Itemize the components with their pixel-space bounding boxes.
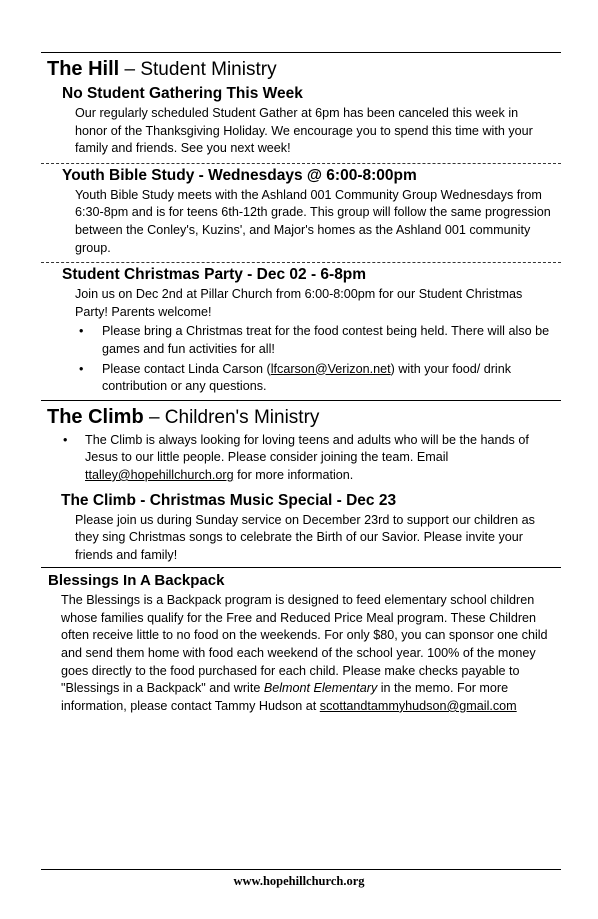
music-body: Please join us during Sunday service on December 23rd to support our children as they sing Christmas songs to celebrate the Birth of our Savior. Please invite your friends and family! — [75, 512, 535, 562]
climb-section — [41, 405, 561, 567]
ttalley-email-link[interactable]: ttalley@hopehillchurch.org — [85, 467, 234, 482]
climb-title-text: The Climb — [47, 405, 144, 428]
climb-bullet-pre: The Climb is always looking for loving teens and adults who will be the hands of Jesus to our little people. Please consider joining the team. Email — [85, 432, 529, 465]
divider-dashed-1 — [41, 163, 561, 164]
divider-dashed-2 — [41, 262, 561, 263]
blessings-section — [41, 571, 561, 717]
climb-bullet — [85, 432, 553, 485]
climb-bullets — [41, 432, 561, 485]
party-section — [41, 265, 561, 400]
climb-subtitle: Children's Ministry — [164, 406, 320, 428]
music-heading: The Climb - Christmas Music Special - Dec 23 — [61, 491, 397, 509]
gathering-heading: No Student Gathering This Week — [62, 85, 303, 102]
party-bullet-2-pre: Please contact Linda Carson ( — [102, 361, 271, 376]
party-body: Join us on Dec 2nd at Pillar Church from 6:00-8:00pm for our Student Christmas Party! Parents welcome! — [75, 287, 523, 319]
bible-study-body: Youth Bible Study meets with the Ashland 001 Community Group Wednesdays from 6:30-8pm and is for teens 6th-12th grade. This group will follow the same progression between the Conley's, Kuzins', and Major's homes as the Ashland 001 community group. — [75, 187, 551, 255]
climb-title-dash: – — [143, 406, 165, 428]
footer-url[interactable]: www.hopehillchurch.org — [233, 874, 365, 888]
party-bullet-2-post: ) with your food/ drink contribution or any questions. — [102, 361, 512, 394]
gathering-body: Our regularly scheduled Student Gather at 6pm has been canceled this week in honor of the Thanksgiving Holiday. We encourage you to spend this time with your family and friends. See you next week! — [75, 106, 533, 156]
blessings-body-italic: Belmont Elementary — [263, 681, 378, 696]
bible-study-section — [41, 166, 561, 259]
hill-subtitle: Student Ministry — [140, 59, 277, 80]
party-heading: Student Christmas Party - Dec 02 - 6-8pm — [62, 266, 367, 284]
footer-rule — [41, 869, 561, 870]
lfcarson-email-link[interactable]: lfcarson@Verizon.net — [270, 361, 391, 376]
party-bullets — [41, 323, 561, 395]
hudson-email-link[interactable]: scottandtammyhudson@gmail.com — [319, 698, 517, 713]
bible-study-heading: Youth Bible Study - Wednesdays @ 6:00-8:00pm — [62, 166, 417, 184]
hill-title-text: The Hill — [47, 58, 120, 80]
divider-solid-1 — [41, 400, 561, 401]
hill-title-dash: – — [119, 59, 141, 80]
climb-title — [47, 405, 561, 430]
bulletin-page — [41, 52, 561, 717]
divider-solid-2 — [41, 567, 561, 568]
blessings-body-pre: The Blessings is a Backpack program is designed to feed elementary school children whose families qualify for the Free and Reduced Price Meal program. These Children often receive little to no food on the weekends. For only $80, you can sponsor one child and send them home with food each weekend of the school year. 100% of the money goes directly to the food purchased for each child. Please make checks payable to "Blessings in a Backpack" and write — [61, 593, 548, 696]
party-bullet-2 — [102, 361, 552, 396]
climb-bullet-post: for more information. — [233, 467, 354, 482]
blessings-body-mid: in the memo. For more information, please contact Tammy Hudson at — [61, 681, 509, 713]
party-bullet-1: • Please bring a Christmas treat for the food contest being held. There will also be games and fun activities for all! — [102, 323, 552, 358]
hill-title — [47, 57, 561, 82]
blessings-heading: Blessings In A Backpack — [48, 572, 225, 590]
hill-section — [41, 57, 561, 160]
blessings-body — [61, 592, 551, 715]
top-rule — [41, 52, 561, 53]
